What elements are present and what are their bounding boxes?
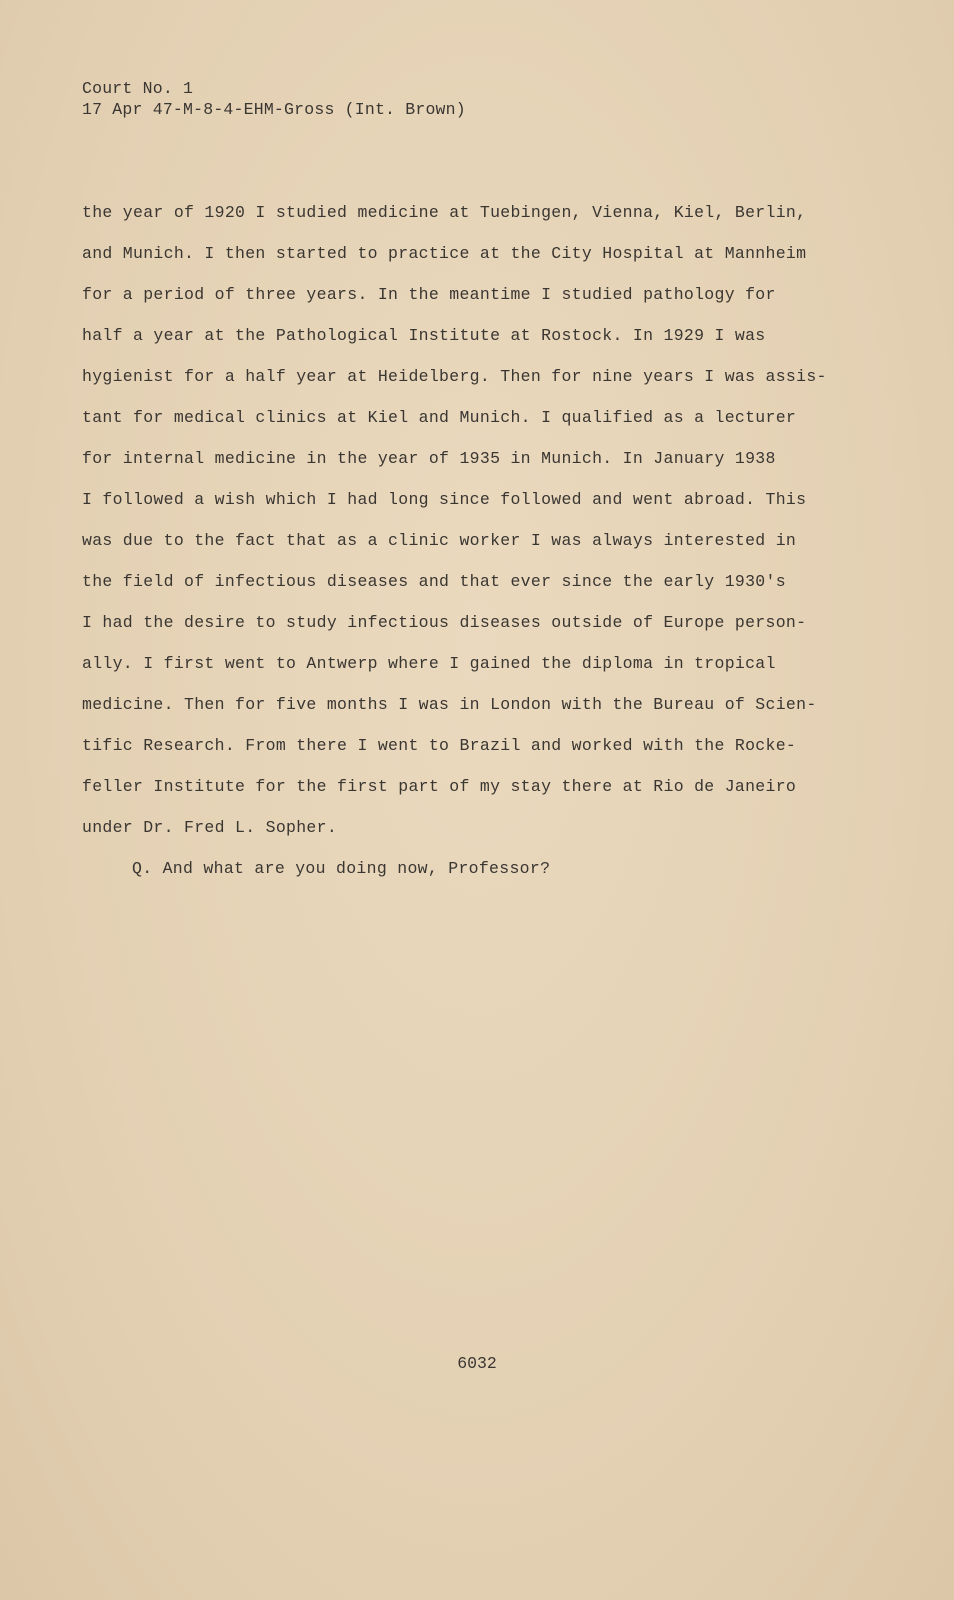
- body-line: the year of 1920 I studied medicine at Tuebingen, Vienna, Kiel, Berlin,: [82, 203, 807, 222]
- body-line: tant for medical clinics at Kiel and Munich. I qualified as a lecturer: [82, 408, 797, 427]
- body-line: for a period of three years. In the meantime I studied pathology for: [82, 285, 776, 304]
- document-header: [82, 78, 466, 120]
- header-session-line: 17 Apr 47-M-8-4-EHM-Gross (Int. Brown): [82, 100, 466, 119]
- transcript-body: [82, 200, 862, 897]
- body-line: tific Research. From there I went to Brazil and worked with the Rocke-: [82, 736, 797, 755]
- body-line: ally. I first went to Antwerp where I gained the diploma in tropical: [82, 654, 776, 673]
- body-line: feller Institute for the first part of my stay there at Rio de Janeiro: [82, 777, 797, 796]
- body-line: half a year at the Pathological Institute at Rostock. In 1929 I was: [82, 326, 766, 345]
- body-line: under Dr. Fred L. Sopher.: [82, 818, 338, 837]
- body-line: was due to the fact that as a clinic worker I was always interested in: [82, 531, 797, 550]
- body-line: hygienist for a half year at Heidelberg. Then for nine years I was assis-: [82, 367, 827, 386]
- page-number: 6032: [457, 1354, 497, 1373]
- body-line: for internal medicine in the year of 1935 in Munich. In January 1938: [82, 449, 776, 468]
- question-line: Q. And what are you doing now, Professor?: [132, 859, 551, 878]
- body-line: medicine. Then for five months I was in London with the Bureau of Scien-: [82, 695, 817, 714]
- body-line: I followed a wish which I had long since followed and went abroad. This: [82, 490, 807, 509]
- body-line: and Munich. I then started to practice at the City Hospital at Mannheim: [82, 244, 807, 263]
- header-court-line: Court No. 1: [82, 79, 194, 98]
- body-line: I had the desire to study infectious diseases outside of Europe person-: [82, 613, 807, 632]
- body-line: the field of infectious diseases and that ever since the early 1930's: [82, 572, 786, 591]
